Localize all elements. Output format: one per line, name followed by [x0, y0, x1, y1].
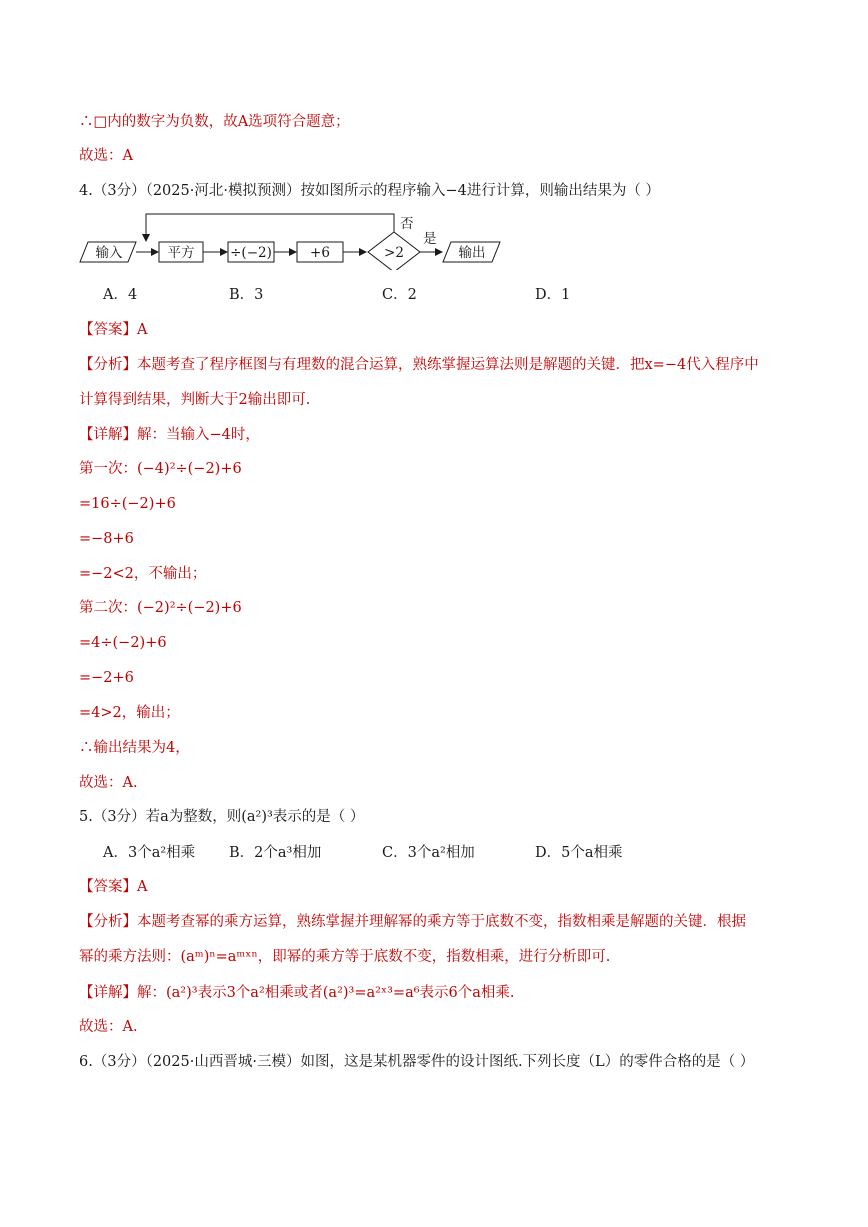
q5-answer-value: A: [137, 879, 148, 895]
q5-number: 5.: [79, 809, 93, 825]
q4-number: 4.: [79, 183, 93, 199]
q4-step-2: =16÷(−2)+6: [79, 496, 176, 512]
q4-option-c: C．2: [382, 287, 417, 303]
q4-score: （3分）: [92, 183, 146, 199]
q4-analysis-text1: 本题考查了程序框图与有理数的混合运算，熟练掌握运算法则是解题的关键．把x=−4代入程序中: [137, 357, 759, 373]
flow-step3-label: +6: [310, 245, 330, 261]
q4-stem-line: [79, 181, 660, 201]
flow-step1-label: 平方: [167, 245, 195, 261]
flow-step2-label: ÷(−2): [230, 245, 272, 261]
q4-answer-value: A: [137, 322, 148, 338]
previous-choice: 故选：A: [79, 148, 133, 164]
q6-number: 6.: [79, 1054, 93, 1070]
q5-analysis-text1: 本题考查幂的乘方运算，熟练掌握并理解幂的乘方等于底数不变，指数相乘是解题的关键．根据: [137, 914, 746, 930]
flow-loop-arrow: [146, 214, 394, 241]
q4-step-1: 第一次：(−4)²÷(−2)+6: [79, 461, 242, 477]
flow-yes-label: 是: [423, 231, 437, 247]
q6-source: （2025·山西晋城·三模）: [145, 1054, 301, 1070]
q6-score: （3分）: [92, 1054, 146, 1070]
q5-option-d: D．5个a相乘: [535, 845, 623, 861]
q5-detail-tag: 【详解】: [79, 985, 137, 1001]
q5-option-c: C．3个a²相加: [382, 845, 475, 861]
q4-analysis-line2: 计算得到结果，判断大于2输出即可.: [79, 392, 311, 408]
q4-answer: [79, 320, 147, 340]
q4-option-b: B．3: [229, 287, 264, 303]
q6-stem: 如图，这是某机器零件的设计图纸.下列长度（L）的零件合格的是（ ）: [300, 1054, 755, 1070]
q5-choice: 故选：A.: [79, 1019, 138, 1035]
q4-analysis-tag: 【分析】: [79, 357, 137, 373]
q5-stem: 若a为整数，则(a²)³表示的是（ ）: [145, 809, 365, 825]
q4-option-a: A．4: [103, 287, 138, 303]
q5-answer: [79, 877, 147, 897]
q4-step-7: =−2+6: [79, 670, 134, 686]
q5-detail-line: [79, 983, 515, 1003]
q4-step-4: =−2<2，不输出；: [79, 566, 207, 582]
flow-condition-label: >2: [384, 245, 404, 261]
q4-step-10: 故选：A.: [79, 775, 138, 791]
q5-stem-line: [79, 807, 364, 827]
q4-detail-line: [79, 425, 260, 445]
q5-option-a: A．3个a²相乘: [103, 845, 196, 861]
q4-detail-head: 解：当输入−4时，: [137, 427, 260, 443]
q4-step-6: =4÷(−2)+6: [79, 635, 167, 651]
q4-step-3: =−8+6: [79, 531, 134, 547]
q4-flowchart: [76, 210, 516, 270]
q4-answer-tag: 【答案】: [79, 322, 137, 338]
q4-detail-tag: 【详解】: [79, 427, 137, 443]
q5-option-b: B．2个a³相加: [229, 845, 322, 861]
previous-conclusion: ∴□内的数字为负数，故A选项符合题意；: [79, 114, 350, 130]
q5-analysis-line2: 幂的乘方法则：(aᵐ)ⁿ=aᵐˣⁿ，即幂的乘方等于底数不变，指数相乘，进行分析即可.: [79, 949, 611, 965]
q5-analysis-tag: 【分析】: [79, 914, 137, 930]
q4-source: （2025·河北·模拟预测）: [145, 183, 301, 199]
q5-score: （3分）: [92, 809, 146, 825]
q4-step-5: 第二次：(−2)²÷(−2)+6: [79, 600, 242, 616]
q5-detail-text: 解：(a²)³表示3个a²相乘或者(a²)³=a²ˣ³=a⁶表示6个a相乘.: [137, 985, 515, 1001]
q4-step-9: ∴输出结果为4，: [79, 740, 190, 756]
q4-option-d: D．1: [535, 287, 571, 303]
q4-stem: 按如图所示的程序输入−4进行计算，则输出结果为（ ）: [300, 183, 660, 199]
q5-answer-tag: 【答案】: [79, 879, 137, 895]
flow-output-label: 输出: [458, 245, 486, 261]
q4-analysis-line1: [79, 355, 759, 375]
q4-step-8: =4>2，输出；: [79, 705, 180, 721]
flow-input-label: 输入: [95, 245, 123, 261]
flow-no-label: 否: [400, 216, 414, 232]
q6-stem-line: [79, 1052, 754, 1072]
q5-analysis-line1: [79, 912, 746, 932]
